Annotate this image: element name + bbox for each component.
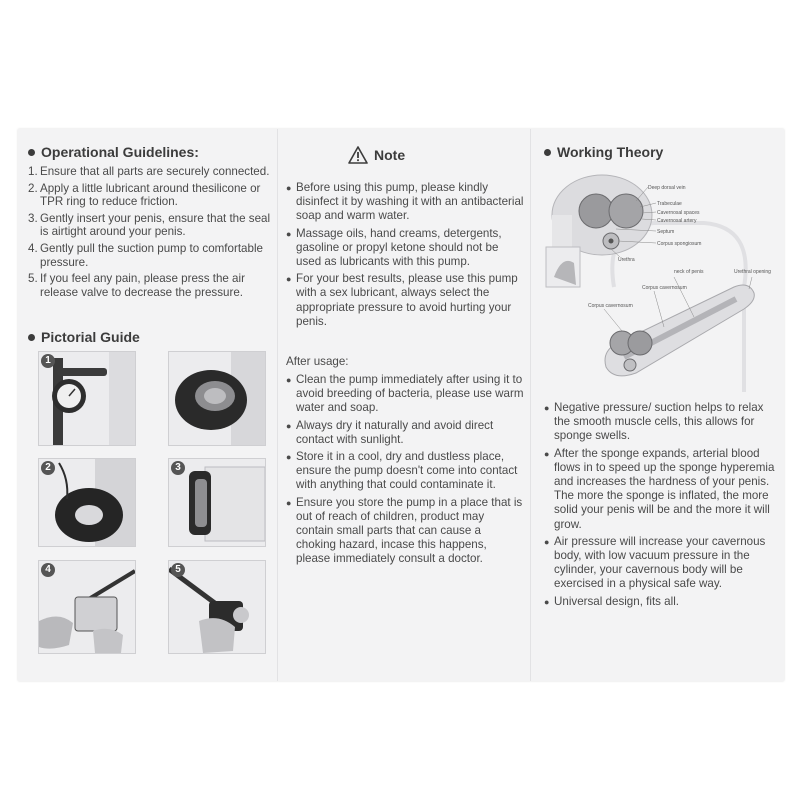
list-item: ● Clean the pump immediately after using it to avoid breeding of bacteria, please use warm water and soap.	[286, 373, 524, 415]
step-number-badge: 3	[171, 461, 185, 475]
step-photo-1	[38, 351, 136, 446]
column-operational	[26, 129, 276, 681]
step-number-badge: 1	[41, 354, 55, 368]
operational-title: Operational Guidelines:	[41, 144, 199, 160]
heading-bullet-icon	[28, 334, 35, 341]
pictorial-heading	[28, 329, 140, 345]
after-usage-list	[286, 373, 524, 570]
note-heading	[348, 146, 405, 164]
step-number-badge: 4	[41, 563, 55, 577]
fold-line-right	[530, 129, 531, 681]
leaflet-sheet	[18, 129, 784, 681]
step-number-badge: 5	[171, 563, 185, 577]
heading-bullet-icon	[28, 149, 35, 156]
list-item: ● Ensure you store the pump in a place that is out of reach of children, product may contain small parts that can cause a choking hazard, incase this happens, please immediately consult a doctor.	[286, 495, 523, 566]
column-note	[280, 129, 530, 681]
list-item: ● Massage oils, hand creams, detergents, gasoline or propyl ketone should not be used as lubricants with this pump.	[286, 226, 502, 269]
anatomy-diagram	[544, 167, 782, 392]
label-corpus-cavernosum-inner: Corpus cavernosum	[588, 303, 633, 309]
silicone-ring-illustration	[169, 352, 265, 445]
list-item: ● Before using this pump, please kindly disinfect it by washing it with an antibacterial soap and warm water.	[286, 181, 524, 223]
label-corpus-spongiosum: Corpus spongiosum	[657, 241, 702, 247]
step-number-badge: 2	[41, 461, 55, 475]
operational-list	[28, 165, 272, 302]
list-item: ● For your best results, please use this pump with a sex lubricant, always select the appropriate pressure to avoid hurting your penis.	[286, 272, 518, 328]
heading-bullet-icon	[544, 149, 551, 156]
list-item: ● Always dry it naturally and avoid direct contact with sunlight.	[286, 418, 494, 446]
label-cavernosal-spaces: Cavernosal spaces	[657, 210, 700, 216]
label-cavernosal-artery: Cavernosal artery	[657, 218, 697, 224]
list-item: ● Universal design, fits all.	[544, 594, 680, 608]
list-item: ● Negative pressure/ suction helps to relax the smooth muscle cells, this allows for sponge swells.	[544, 401, 764, 443]
list-item: ● After the sponge expands, arterial blood flows in to speed up the sponge hyperemia and increases the hardness of your penis. The more the sponge is inflated, the more solid your penis will be and the more it will grow.	[544, 446, 775, 531]
label-urethra: Urethra	[618, 257, 635, 263]
theory-title: Working Theory	[557, 144, 664, 160]
theory-heading	[544, 144, 663, 160]
step-photo-2	[38, 458, 136, 547]
label-neck-of-penis: neck of penis	[674, 269, 704, 275]
pump-gauge-illustration	[39, 352, 135, 445]
step-photo-5	[168, 560, 266, 654]
release-valve-illustration	[169, 561, 265, 653]
operational-heading	[28, 144, 199, 160]
note-list	[286, 181, 524, 332]
pull-pump-illustration	[39, 561, 135, 653]
list-item: 1. Ensure that all parts are securely connected.	[28, 165, 270, 178]
label-corpus-cavernosum: Corpus cavernosum	[642, 285, 687, 291]
list-item: ● Store it in a cool, dry and dustless place, ensure the pump doesn't come into contact with anything that could contaminate it.	[286, 450, 518, 492]
step-photo-3	[168, 458, 266, 547]
label-trabeculae: Trabeculae	[657, 201, 682, 207]
note-title: Note	[374, 147, 406, 163]
fold-line-left	[277, 129, 278, 681]
theory-list	[544, 401, 782, 612]
list-item: 3. Gently insert your penis, ensure that the seal is airtight around your penis.	[28, 211, 271, 239]
list-item: 4. Gently pull the suction pump to comfortable pressure.	[28, 241, 263, 269]
list-item: 5. If you feel any pain, please press the air release valve to decrease the pressure.	[28, 272, 245, 299]
column-theory	[532, 129, 782, 681]
after-usage-label: After usage:	[286, 355, 349, 368]
pictorial-title: Pictorial Guide	[41, 329, 140, 345]
ring-photo	[168, 351, 266, 446]
label-deep-dorsal-vein: Deep dorsal vein	[648, 185, 686, 191]
list-item: 2. Apply a little lubricant around thesilicone or TPR ring to reduce friction.	[28, 181, 261, 209]
label-urethral-opening: Urethral opening	[734, 269, 771, 275]
step-photo-4	[38, 560, 136, 654]
label-septum: Septum	[657, 229, 675, 235]
list-item: ● Air pressure will increase your cavernous body, with low vacuum pressure in the cylinder, your cavernous body will be exercised in a physical safe way.	[544, 534, 766, 591]
warning-icon	[348, 146, 368, 164]
